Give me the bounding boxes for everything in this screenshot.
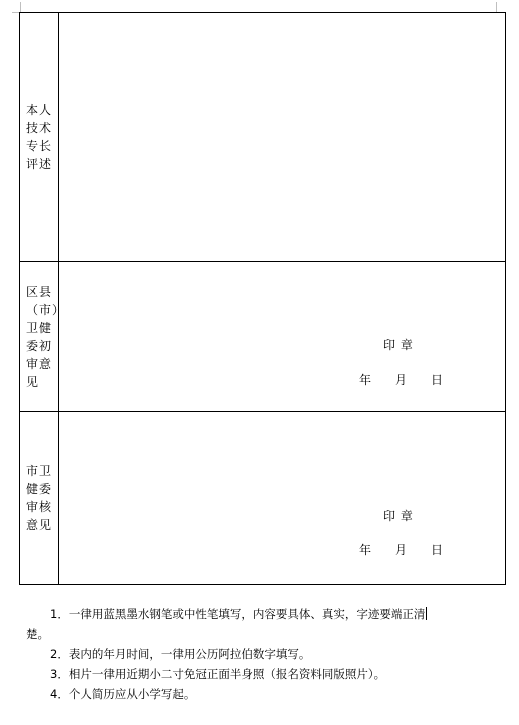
seal-label: 印 章 (383, 509, 414, 523)
note-line: 2．表内的年月时间，一律用公历阿拉伯数字填写。 (50, 647, 311, 661)
date-label: 年 月 日 (359, 373, 444, 387)
text-cursor (426, 607, 427, 620)
evaluation-form-table (19, 12, 506, 585)
section-label-skills: 本人技术专长评述 (26, 103, 53, 171)
skills-review-field[interactable] (59, 13, 506, 262)
date-label: 年 月 日 (359, 543, 444, 557)
instructions-notes (26, 604, 486, 704)
district-review-field[interactable] (59, 262, 506, 412)
note-text: 1．一律用蓝黑墨水钢笔或中性笔填写，内容要具体、真实，字迹要端正清 (50, 607, 426, 621)
note-line: 4．个人简历应从小学写起。 (50, 687, 196, 701)
section-label-district-review: 区县（市）卫健委初审意见 (26, 284, 66, 389)
section-label-city-review: 市卫健委审核意见 (26, 464, 53, 532)
label-cell (20, 412, 59, 585)
table-row (20, 412, 506, 585)
city-review-field[interactable] (59, 412, 506, 585)
table-row (20, 262, 506, 412)
note-line: 3．相片一律用近期小二寸免冠正面半身照（报名资料同版照片）。 (50, 667, 386, 681)
note-line: 楚。 (26, 627, 49, 641)
table-row (20, 13, 506, 262)
label-cell (20, 262, 66, 412)
label-cell (20, 13, 59, 262)
note-line (26, 604, 486, 624)
seal-label: 印 章 (383, 338, 414, 352)
